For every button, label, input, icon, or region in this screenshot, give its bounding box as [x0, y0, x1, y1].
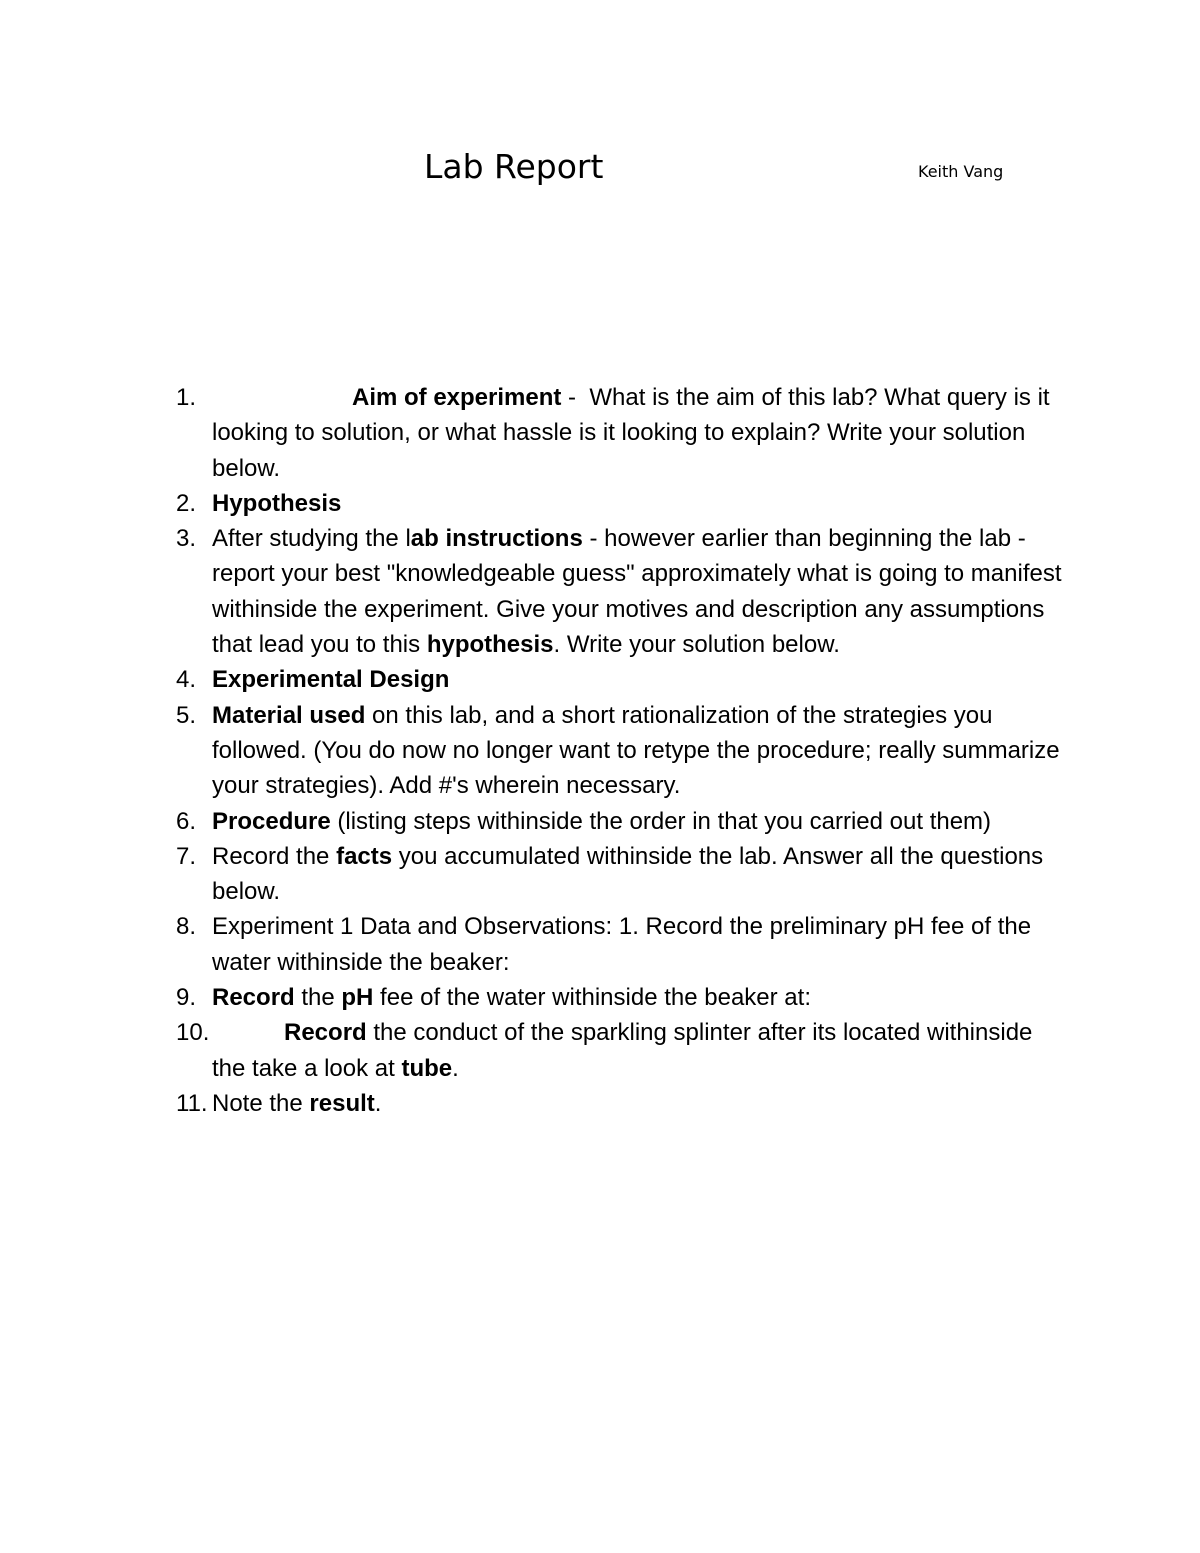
list-item	[0, 1015, 1062, 1086]
item-number: 8.	[176, 913, 197, 941]
item-text: the conduct of the sparkling splinter after its located withinside the take a look at	[212, 1019, 1033, 1082]
item-text-bold: facts	[336, 842, 393, 870]
list-item	[0, 909, 1062, 980]
list-item	[0, 521, 1062, 662]
item-text: fee of the water withinside the beaker at:	[373, 984, 811, 1012]
item-number: 1.	[176, 384, 197, 411]
item-number: 2.	[176, 489, 197, 517]
item-text-bold: ab instructions	[410, 525, 583, 553]
item-number: 11.	[176, 1089, 208, 1117]
item-number: 10.	[176, 1019, 210, 1047]
list-item	[0, 380, 1062, 486]
list-item	[0, 662, 1062, 697]
item-text-bold: Record	[212, 984, 295, 1012]
numbered-list	[0, 380, 1200, 1121]
item-text: (listing steps withinside the order in that you carried out them)	[330, 807, 992, 835]
item-number: 9.	[176, 984, 197, 1012]
list-item	[0, 839, 1062, 910]
item-text-bold: Hypothesis	[212, 489, 342, 517]
author-name: Keith Vang	[918, 162, 1004, 181]
item-text-bold: pH	[341, 984, 374, 1012]
item-text: . Write your solution below.	[553, 631, 840, 659]
item-text-bold: Aim of experiment	[352, 384, 562, 411]
item-number: 5.	[176, 701, 197, 729]
list-item	[0, 1086, 1062, 1121]
item-text-bold: hypothesis	[426, 631, 554, 659]
item-text-bold: Experimental Design	[212, 666, 450, 694]
item-text: Experiment 1 Data and Observations: 1. Record the preliminary pH fee of the water withinside the beaker:	[212, 913, 1032, 976]
item-number: 7.	[176, 842, 197, 870]
list-item	[0, 980, 1062, 1015]
item-number: 3.	[176, 525, 197, 553]
item-text: the	[294, 984, 342, 1012]
item-number: 6.	[176, 807, 197, 835]
item-text-bold: result	[309, 1089, 375, 1117]
item-text: .	[374, 1089, 382, 1117]
list-item	[0, 804, 1062, 839]
item-number: 4.	[176, 666, 197, 694]
item-text: you accumulated withinside the lab. Answer all the questions below.	[212, 842, 1044, 906]
item-text: Note the	[212, 1089, 310, 1117]
item-text: .	[452, 1054, 459, 1082]
list-item	[0, 486, 1062, 521]
item-text-bold: Material used	[212, 701, 366, 729]
item-text-bold: Procedure	[212, 807, 331, 835]
item-text: - however earlier than beginning the lab - report your best "knowledgeable guess" approximately what is going to manifest withinside the experiment. Give your motives and description any assumptions that lead you to this	[212, 525, 1062, 659]
item-text-bold: Record	[284, 1019, 367, 1047]
item-text-bold: tube	[401, 1054, 453, 1082]
item-text: on this lab, and a short rationalization of the strategies you followed. (You do now no longer want to retype the procedure; really summarize your strategies). Add #'s wherein necessary.	[212, 701, 1060, 800]
document-title: Lab Report	[424, 147, 604, 186]
item-text: Record the	[212, 842, 337, 870]
list-item	[0, 698, 1062, 804]
item-text: After studying the l	[212, 525, 411, 553]
item-text: - What is the aim of this lab? What query is it looking to solution, or what hassle is it looking to explain? Write your solution below.	[212, 384, 1050, 482]
